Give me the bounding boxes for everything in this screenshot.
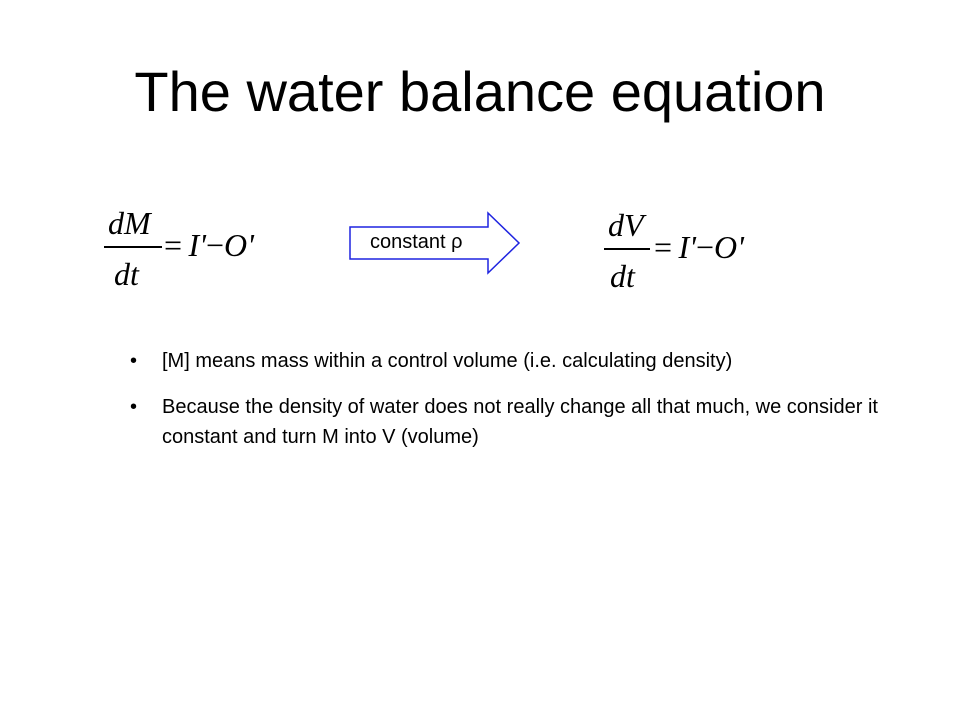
- fraction-bar: [104, 246, 162, 248]
- equals-sign: =: [654, 229, 673, 265]
- equation-rhs: [164, 229, 254, 261]
- equation-numerator: dV: [608, 207, 644, 243]
- bullet-list: [128, 346, 888, 468]
- equation-numerator: dM: [108, 205, 151, 241]
- list-item: [128, 346, 888, 376]
- bullet-text: [M] means mass within a control volume (i.e. calculating density): [162, 350, 733, 372]
- arrow-label: constant ρ: [370, 231, 463, 253]
- fraction-bar: [604, 248, 650, 250]
- bullet-marker: •: [130, 396, 138, 418]
- minus-sign: −: [695, 229, 714, 265]
- equation-denominator: dt: [114, 256, 139, 292]
- equation-denominator: dt: [610, 258, 635, 294]
- inflow-term: I': [678, 229, 696, 265]
- outflow-term: O': [224, 227, 254, 263]
- list-item: [128, 392, 888, 452]
- bullet-marker: •: [130, 350, 138, 372]
- volume-balance-equation: [600, 207, 800, 297]
- bullet-text: Because the density of water does not really change all that much, we consider it constant and turn M into V (volume): [162, 396, 878, 448]
- outflow-term: O': [714, 229, 744, 265]
- minus-sign: −: [205, 227, 224, 263]
- equation-rhs: [654, 231, 744, 263]
- equals-sign: =: [164, 227, 183, 263]
- inflow-term: I': [188, 227, 206, 263]
- slide-title: The water balance equation: [134, 60, 826, 123]
- mass-balance-equation: [100, 205, 300, 295]
